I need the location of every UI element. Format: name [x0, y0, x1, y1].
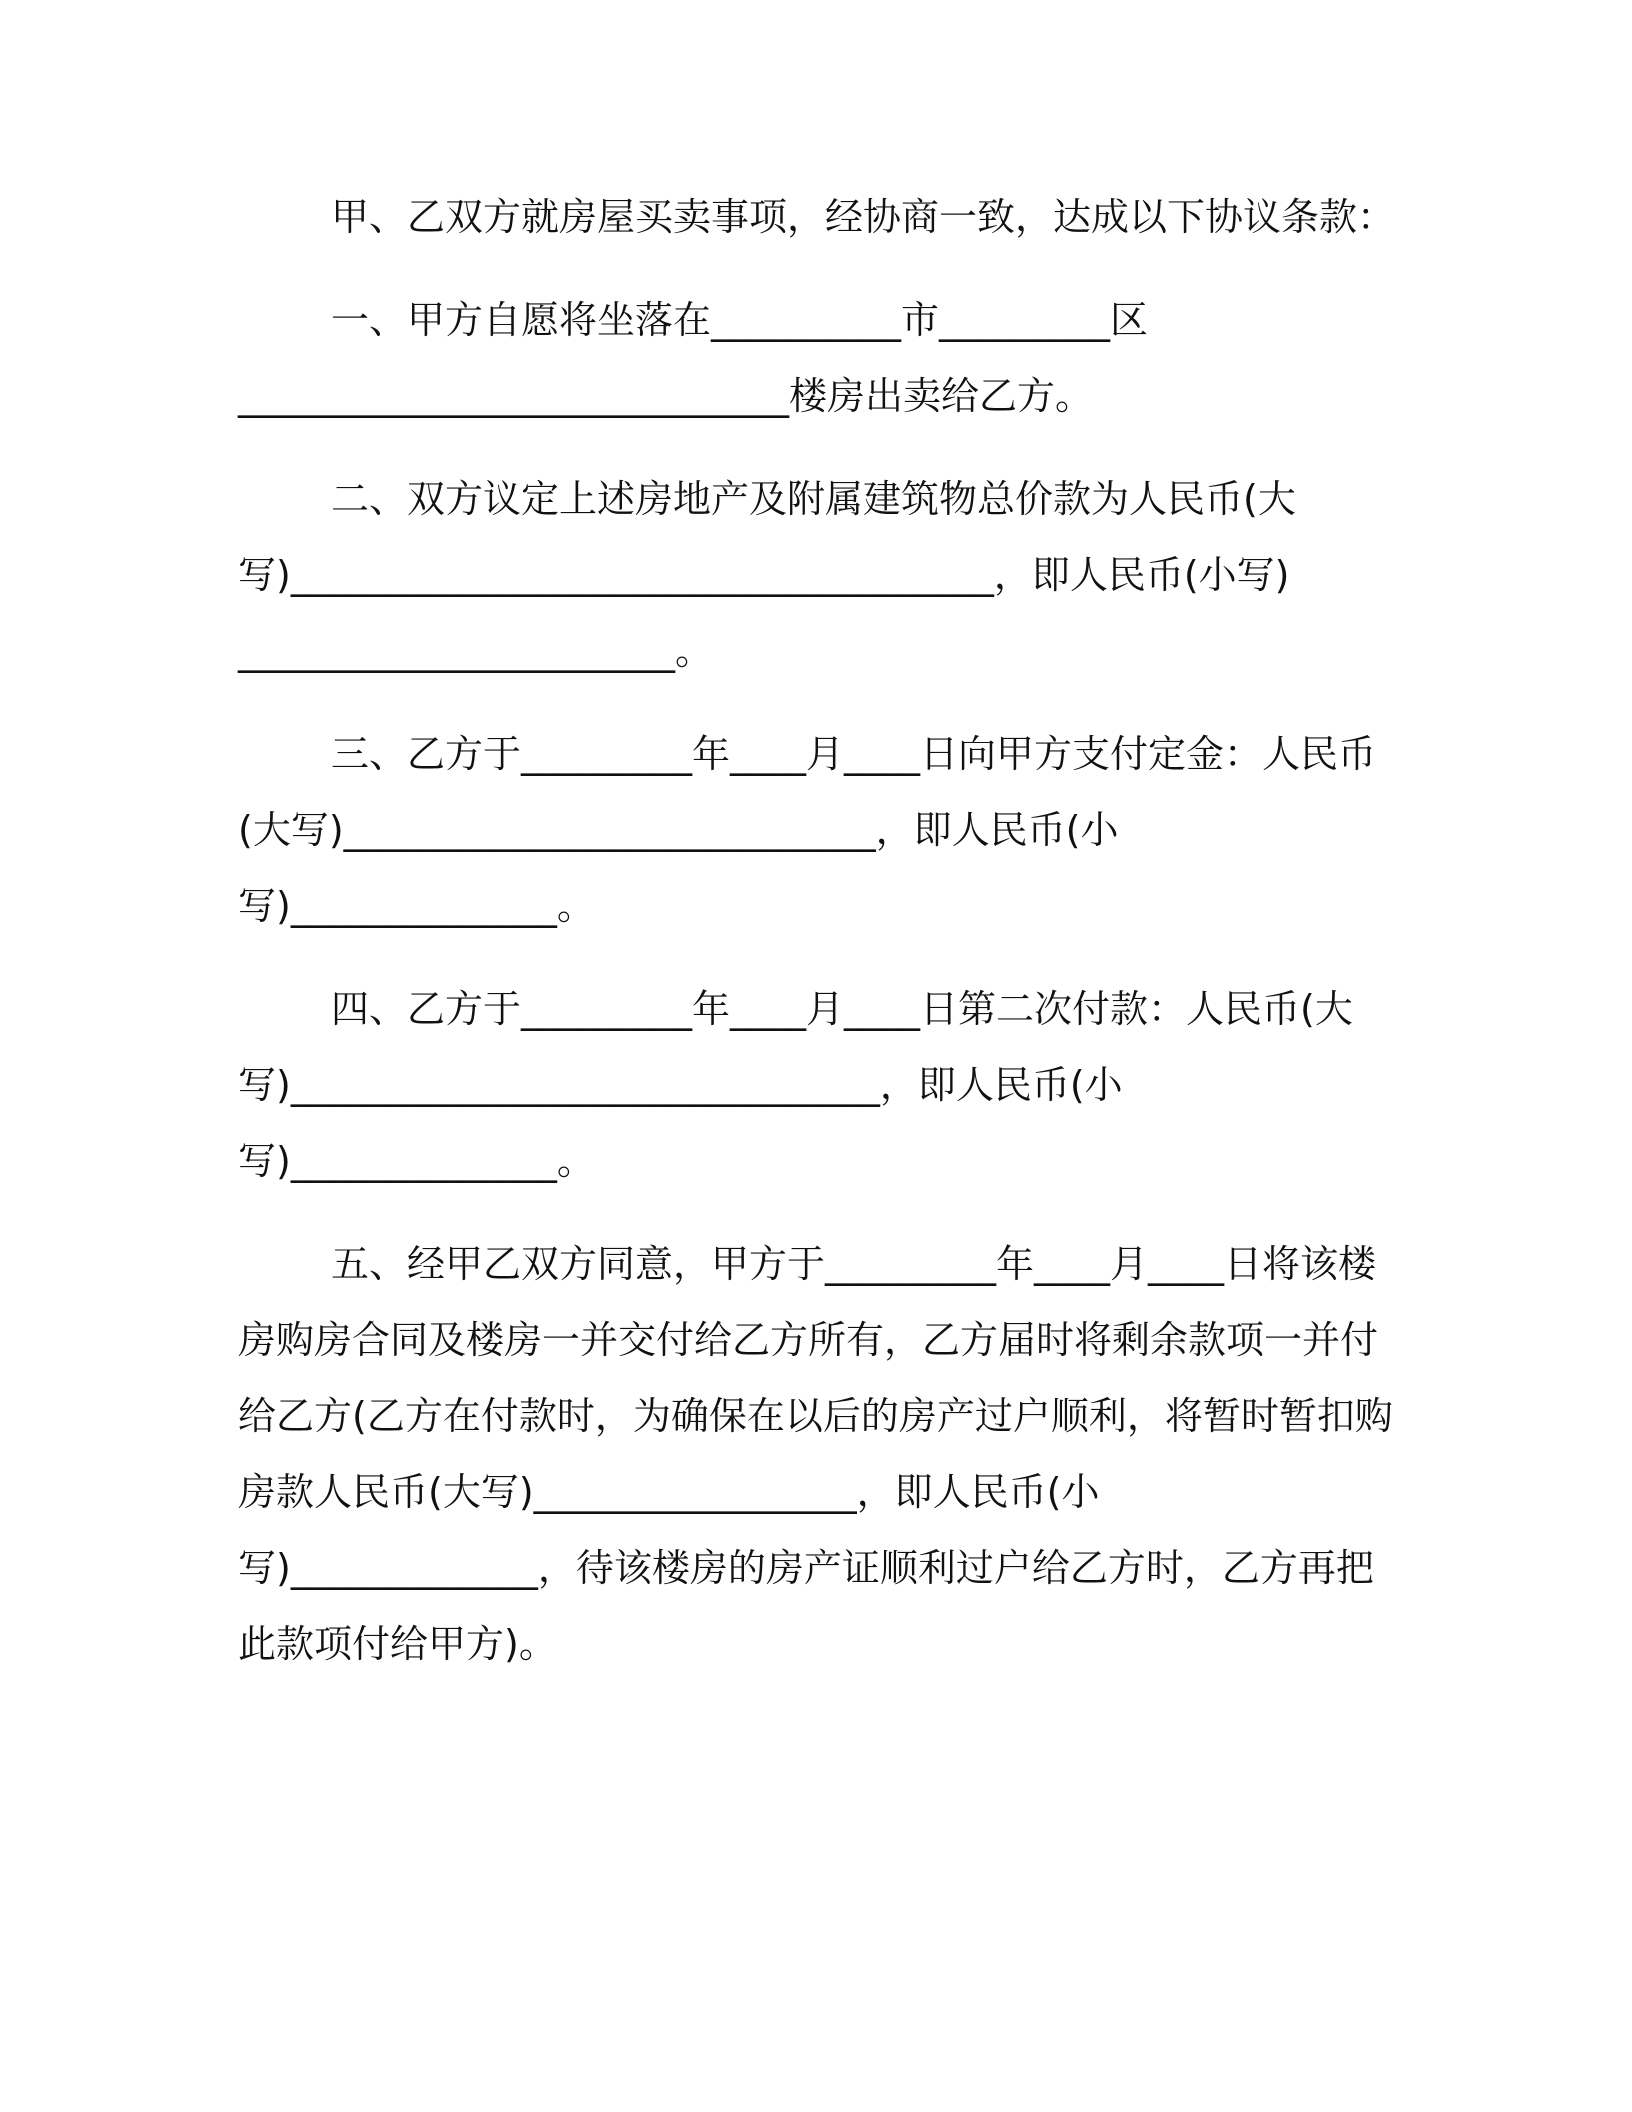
clause-3-line-1: 三、乙方于_________年____月____日向甲方支付定金：人民币 — [331, 732, 1377, 776]
clause-3-line-2: (大写)____________________________，即人民币(小 — [238, 808, 1119, 852]
clause-5-line-2: 房购房合同及楼房一并交付给乙方所有，乙方届时将剩余款项一并付 — [238, 1318, 1379, 1362]
clause-5-line-3: 给乙方(乙方在付款时，为确保在以后的房产过户顺利，将暂时暂扣购 — [238, 1394, 1393, 1438]
clause-2-line-2: 写)_____________________________________，即人民币(小写) — [238, 553, 1290, 597]
clause-1-line-2: _____________________________楼房出卖给乙方。 — [238, 374, 1094, 418]
clause-4-line-3: 写)______________。 — [238, 1139, 595, 1183]
clause-2-line-1: 二、双方议定上述房地产及附属建筑物总价款为人民币(大 — [331, 477, 1296, 521]
clause-5-line-1: 五、经甲乙双方同意，甲方于_________年____月____日将该楼 — [331, 1242, 1377, 1286]
intro-paragraph: 甲、乙双方就房屋买卖事项，经协商一致，达成以下协议条款： — [331, 195, 1396, 239]
clause-5-line-6: 此款项付给甲方)。 — [238, 1622, 557, 1666]
clause-3-line-3: 写)______________。 — [238, 884, 595, 928]
clause-1-line-1: 一、甲方自愿将坐落在__________市_________区 — [331, 298, 1149, 342]
clause-4-line-2: 写)_______________________________，即人民币(小 — [238, 1063, 1123, 1107]
clause-4-line-1: 四、乙方于_________年____月____日第二次付款：人民币(大 — [331, 987, 1353, 1031]
clause-2-line-3: _______________________。 — [238, 629, 714, 673]
clause-5-line-5: 写)_____________，待该楼房的房产证顺利过户给乙方时，乙方再把 — [238, 1546, 1374, 1590]
clause-5-line-4: 房款人民币(大写)_________________，即人民币(小 — [238, 1470, 1100, 1514]
